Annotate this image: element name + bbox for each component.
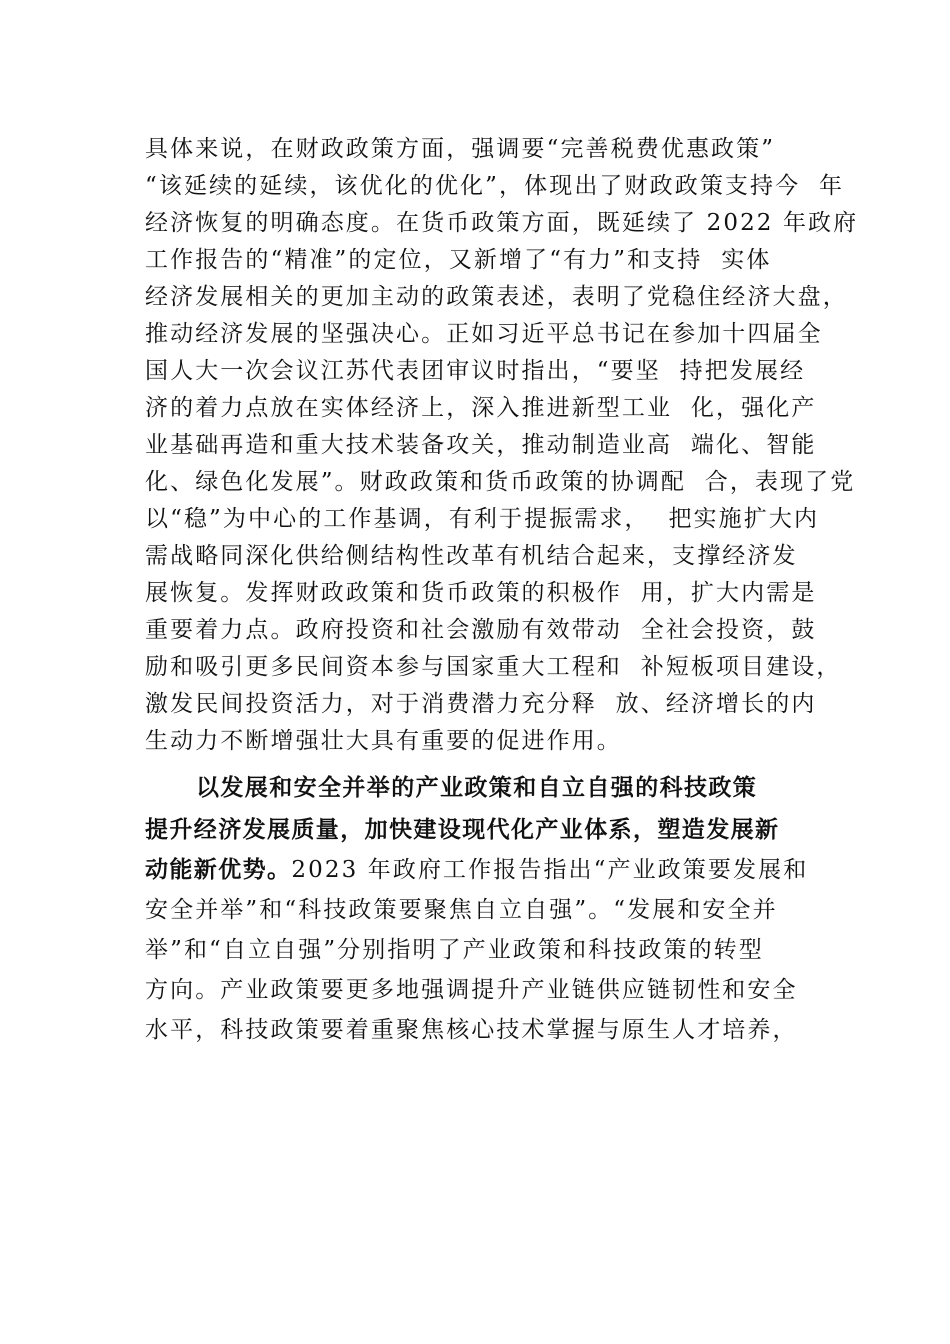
paragraph-line: “该延续的延续，该优化的优化”，体现出了财政政策支持今 年 xyxy=(145,173,845,199)
paragraph-line: 激发民间投资活力，对于消费潜力充分释 放、经济增长的内 xyxy=(145,691,817,717)
paragraph-line: 推动经济发展的坚强决心。正如习近平总书记在参加十四届全 xyxy=(145,321,823,347)
paragraph-line: 展恢复。发挥财政政策和货币政策的积极作 用，扩大内需是 xyxy=(145,580,817,606)
paragraph-line: 举”和“自立自强”分别指明了产业政策和科技政策的转型 xyxy=(145,937,764,963)
paragraph-line: 方向。产业政策要更多地强调提升产业链供应链韧性和安全 xyxy=(145,977,798,1003)
paragraph-line: 以“稳”为中心的工作基调，有利于提振需求， 把实施扩大内 xyxy=(145,506,820,532)
paragraph-line: 国人大一次会议江苏代表团审议时指出，“要坚 持把发展经 xyxy=(145,358,806,384)
heading-line: 以发展和安全并举的产业政策和自立自强的科技政策 xyxy=(196,775,758,801)
paragraph-line: 水平，科技政策要着重聚焦核心技术掌握与原生人才培养， xyxy=(145,1017,798,1043)
paragraph-line: 化、绿色化发展”。财政政策和货币政策的协调配 合，表现了党 xyxy=(145,469,856,495)
heading-line: 提升经济发展质量，加快建设现代化产业体系，塑造发展新 xyxy=(145,817,780,843)
paragraph-line: 需战略同深化供给侧结构性改革有机结合起来，支撑经济发 xyxy=(145,543,798,569)
paragraph-line-text: 2023 年政府工作报告指出“产业政策要发展和 xyxy=(291,857,809,883)
paragraph-line: 业基础再造和重大技术装备攻关，推动制造业高 端化、智能 xyxy=(145,432,817,458)
paragraph-line: 生动力不断增强壮大具有重要的促进作用。 xyxy=(145,728,622,754)
paragraph-line-mixed xyxy=(145,850,808,890)
paragraph-line: 工作报告的“精准”的定位，又新增了“有力”和支持 实体 xyxy=(145,247,772,273)
paragraph-line: 励和吸引更多民间资本参与国家重大工程和 补短板项目建设， xyxy=(145,654,842,680)
paragraph-line: 经济发展相关的更加主动的政策表述，表明了党稳住经济大盘， xyxy=(145,284,848,310)
paragraph-line: 济的着力点放在实体经济上，深入推进新型工业 化，强化产 xyxy=(145,395,817,421)
paragraph-line: 具体来说，在财政政策方面，强调要“完善税费优惠政策” xyxy=(145,136,776,162)
paragraph-line: 重要着力点。政府投资和社会激励有效带动 全社会投资，鼓 xyxy=(145,617,817,643)
paragraph-line: 经济恢复的明确态度。在货币政策方面，既延续了 2022 年政府 xyxy=(145,210,859,236)
paragraph-line: 安全并举”和“科技政策要聚焦自立自强”。“发展和安全并 xyxy=(145,897,778,923)
heading-line-tail: 动能新优势。 xyxy=(145,857,292,883)
